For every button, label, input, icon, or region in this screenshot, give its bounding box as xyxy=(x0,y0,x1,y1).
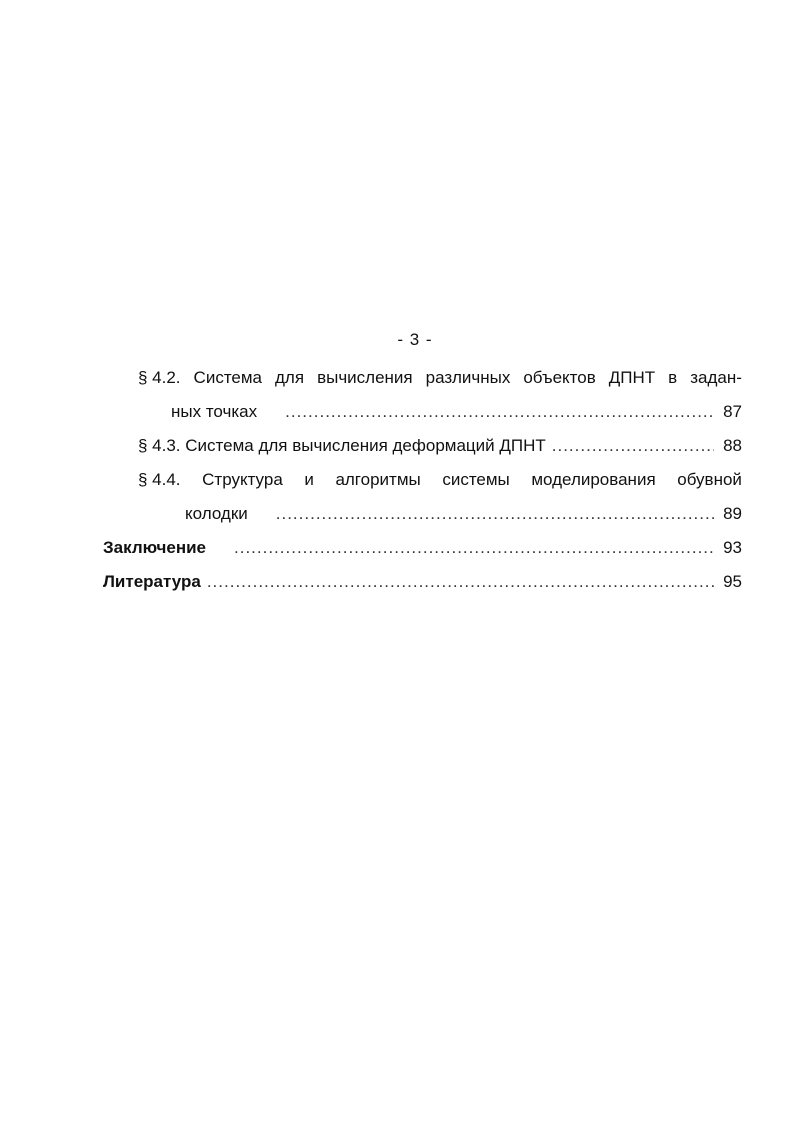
toc-word: § 4.4. xyxy=(138,470,181,489)
toc-word: системы xyxy=(442,470,510,489)
toc-word: § 4.2. xyxy=(138,368,181,387)
toc-word: моделирования xyxy=(531,470,656,489)
toc-word: объектов xyxy=(523,368,596,387)
dot-leader xyxy=(285,400,714,424)
toc-word: обувной xyxy=(677,470,742,489)
toc-word: в xyxy=(668,368,678,387)
dot-leader xyxy=(276,502,714,526)
toc-entry-label: Заключение xyxy=(103,538,206,557)
toc-entry-literature xyxy=(103,570,742,594)
toc-word: Структура xyxy=(202,470,283,489)
toc-word: вычисления xyxy=(317,368,413,387)
toc-page-number: 95 xyxy=(723,572,742,591)
toc-entry-label: § 4.3. Система для вычисления деформаций ДПНТ xyxy=(138,436,546,455)
toc-entry-label: ных точках xyxy=(171,402,258,421)
toc-entry-label: Литература xyxy=(103,572,201,591)
toc-page-number: 89 xyxy=(723,504,742,523)
page-number: - 3 - xyxy=(397,330,433,349)
toc-page-number: 93 xyxy=(723,538,742,557)
toc-word: и xyxy=(304,470,314,489)
toc-entry-4-2-line1 xyxy=(138,366,742,390)
toc-page-number: 87 xyxy=(723,402,742,421)
toc-entry-4-3 xyxy=(138,434,742,458)
toc-entry-conclusion xyxy=(103,536,742,560)
toc-entry-label: колодки xyxy=(185,504,248,523)
toc-word: различных xyxy=(425,368,511,387)
toc-word: задан- xyxy=(690,368,742,387)
toc-entry-4-2-line2 xyxy=(171,400,742,424)
dot-leader xyxy=(234,536,714,560)
toc-word: для xyxy=(275,368,305,387)
toc-entry-4-4-line1 xyxy=(138,468,742,492)
toc-word: алгоритмы xyxy=(335,470,421,489)
toc-word: ДПНТ xyxy=(608,368,656,387)
dot-leader xyxy=(207,570,714,594)
toc-entry-4-4-line2 xyxy=(185,502,742,526)
toc-page-number: 88 xyxy=(723,436,742,455)
dot-leader xyxy=(552,434,714,458)
toc-word: Система xyxy=(193,368,263,387)
